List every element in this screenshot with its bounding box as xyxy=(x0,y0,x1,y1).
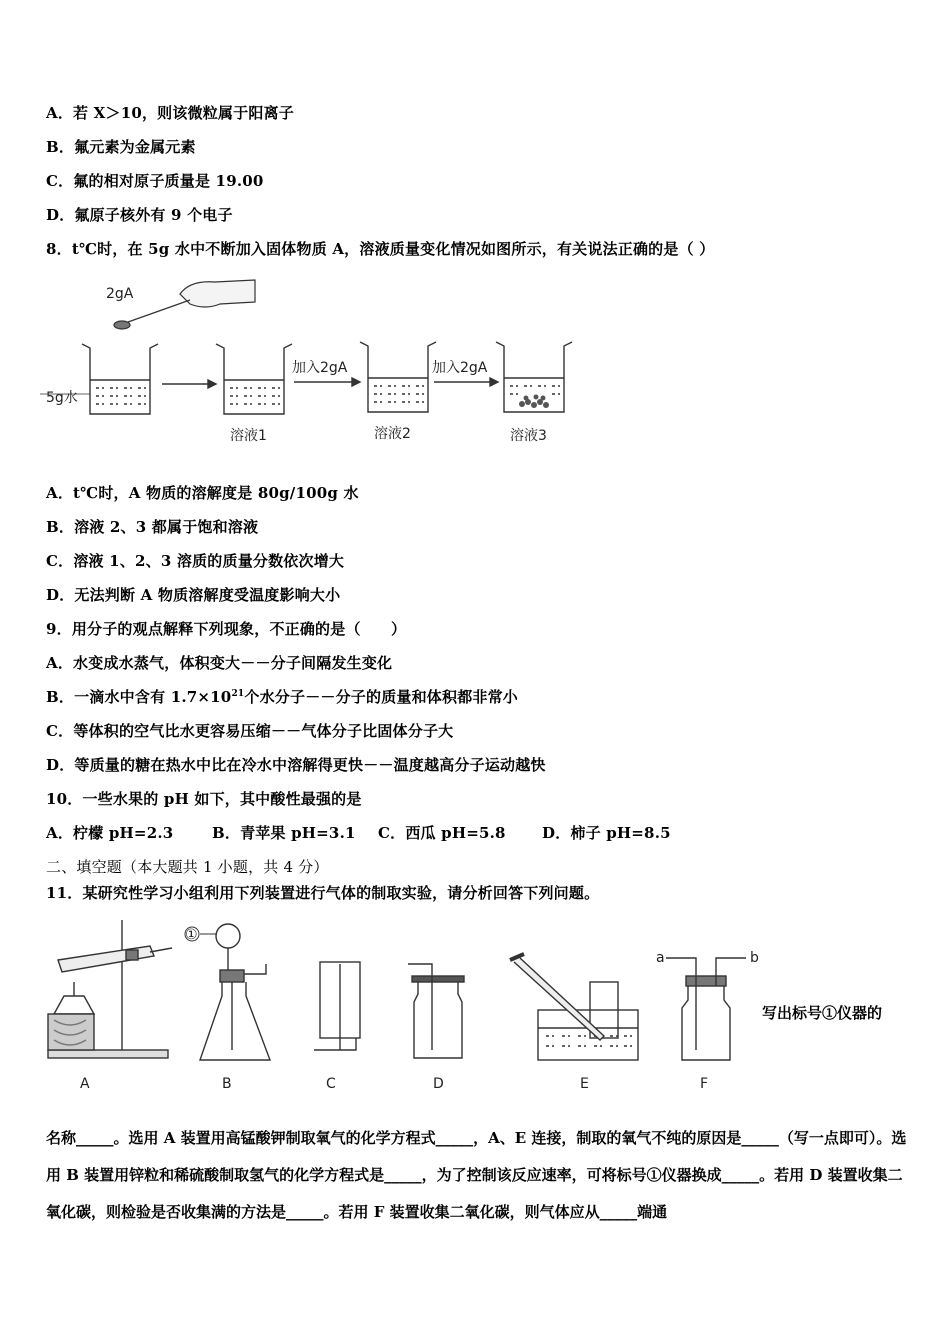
arrow-1 xyxy=(162,380,216,388)
apparatus-d xyxy=(408,964,464,1058)
q8-option-b: B．溶液 2、3 都属于饱和溶液 xyxy=(46,518,259,536)
label-b: B xyxy=(222,1076,232,1092)
beaker-solution-1 xyxy=(216,344,292,414)
section-2-title: 二、填空题（本大题共 1 小题，共 4 分） xyxy=(46,858,329,876)
label-e: E xyxy=(580,1076,589,1092)
q10-option-c: C．西瓜 pH=5.8 xyxy=(378,824,506,842)
q8-option-d: D．无法判断 A 物质溶解度受温度影响大小 xyxy=(46,586,341,604)
q7-option-a: A．若 X＞10，则该微粒属于阳离子 xyxy=(46,104,294,122)
solution-2-label: 溶液2 xyxy=(374,426,411,442)
q7-option-c: C．氟的相对原子质量是 19.00 xyxy=(46,172,264,190)
q10-option-a: A．柠檬 pH=2.3 xyxy=(46,824,174,842)
q10-option-b: B．青苹果 pH=3.1 xyxy=(212,824,356,842)
port-b-label: b xyxy=(750,950,759,966)
solution-3-label: 溶液3 xyxy=(510,428,547,444)
q9-option-c: C．等体积的空气比水更容易压缩－－气体分子比固体分子大 xyxy=(46,722,454,740)
marker-1-label: ① xyxy=(185,927,198,943)
q7-option-b: B．氟元素为金属元素 xyxy=(46,138,196,156)
apparatus-b xyxy=(200,924,270,1060)
q8-option-c: C．溶液 1、2、3 溶质的质量分数依次增大 xyxy=(46,552,345,570)
water-label: 5g水 xyxy=(46,390,78,406)
arrow-3 xyxy=(434,378,498,386)
label-f: F xyxy=(700,1076,709,1092)
q8-stem: 8．t℃时，在 5g 水中不断加入固体物质 A，溶液质量变化情况如图所示，有关说法正确的是（ ） xyxy=(46,240,715,258)
label-a: A xyxy=(80,1076,90,1092)
hand-spoon-illustration xyxy=(114,280,255,329)
q10-options xyxy=(46,822,671,843)
beaker-solution-3 xyxy=(496,342,572,412)
solution-1-label: 溶液1 xyxy=(230,428,267,444)
q11-body: 名称_____。选用 A 装置用高锰酸钾制取氧气的化学方程式_____，A、E 连接，制取的氧气不纯的原因是_____（写一点即可）。选用 B 装置用锌粒和稀硫酸制取氢气的化学方程式是_____，为了控制该反应速率，可将标号①仪器换成_____。若用 D 装置收集二氧化碳，则检验是否收集满的方法是_____。若用 F 装置收集二氧化碳，则气体应从_____端通 xyxy=(46,1129,907,1221)
q9-option-b xyxy=(46,686,518,707)
apparatus-a xyxy=(48,920,172,1058)
apparatus-c xyxy=(314,962,360,1050)
q9-option-b-post: 个水分子－－分子的质量和体积都非常小 xyxy=(244,688,518,706)
q11-side-text: 写出标号①仪器的 xyxy=(762,1004,883,1022)
q9-option-d: D．等质量的糖在热水中比在冷水中溶解得更快－－温度越高分子运动越快 xyxy=(46,756,546,774)
add-label-1: 加入2gA xyxy=(292,360,348,376)
label-c: C xyxy=(326,1076,336,1092)
q9-option-b-exponent: 21 xyxy=(231,689,245,699)
beaker-solution-2 xyxy=(360,342,436,412)
apparatus-e xyxy=(510,954,638,1060)
q9-stem: 9．用分子的观点解释下列现象，不正确的是（ ） xyxy=(46,620,407,638)
beaker-water xyxy=(82,344,158,414)
q11-apparatus-figure xyxy=(40,910,910,1100)
q10-stem: 10．一些水果的 pH 如下，其中酸性最强的是 xyxy=(46,790,362,808)
q9-option-a: A．水变成水蒸气，体积变大－－分子间隔发生变化 xyxy=(46,654,393,672)
apparatus-f xyxy=(666,958,746,1060)
spoon-label: 2gA xyxy=(106,286,134,302)
port-a-label: a xyxy=(656,950,665,966)
q8-option-a: A．t℃时，A 物质的溶解度是 80g/100g 水 xyxy=(46,484,359,502)
arrow-2 xyxy=(294,378,360,386)
add-label-2: 加入2gA xyxy=(432,360,488,376)
q10-option-d: D．柿子 pH=8.5 xyxy=(542,824,671,842)
q11-stem: 11．某研究性学习小组利用下列装置进行气体的制取实验，请分析回答下列问题。 xyxy=(46,884,600,902)
q8-dissolving-figure xyxy=(40,272,600,452)
label-d: D xyxy=(433,1076,444,1092)
undissolved-solid xyxy=(519,395,549,409)
q9-option-b-pre: B．一滴水中含有 1.7×10 xyxy=(46,688,232,706)
q7-option-d: D．氟原子核外有 9 个电子 xyxy=(46,206,233,224)
